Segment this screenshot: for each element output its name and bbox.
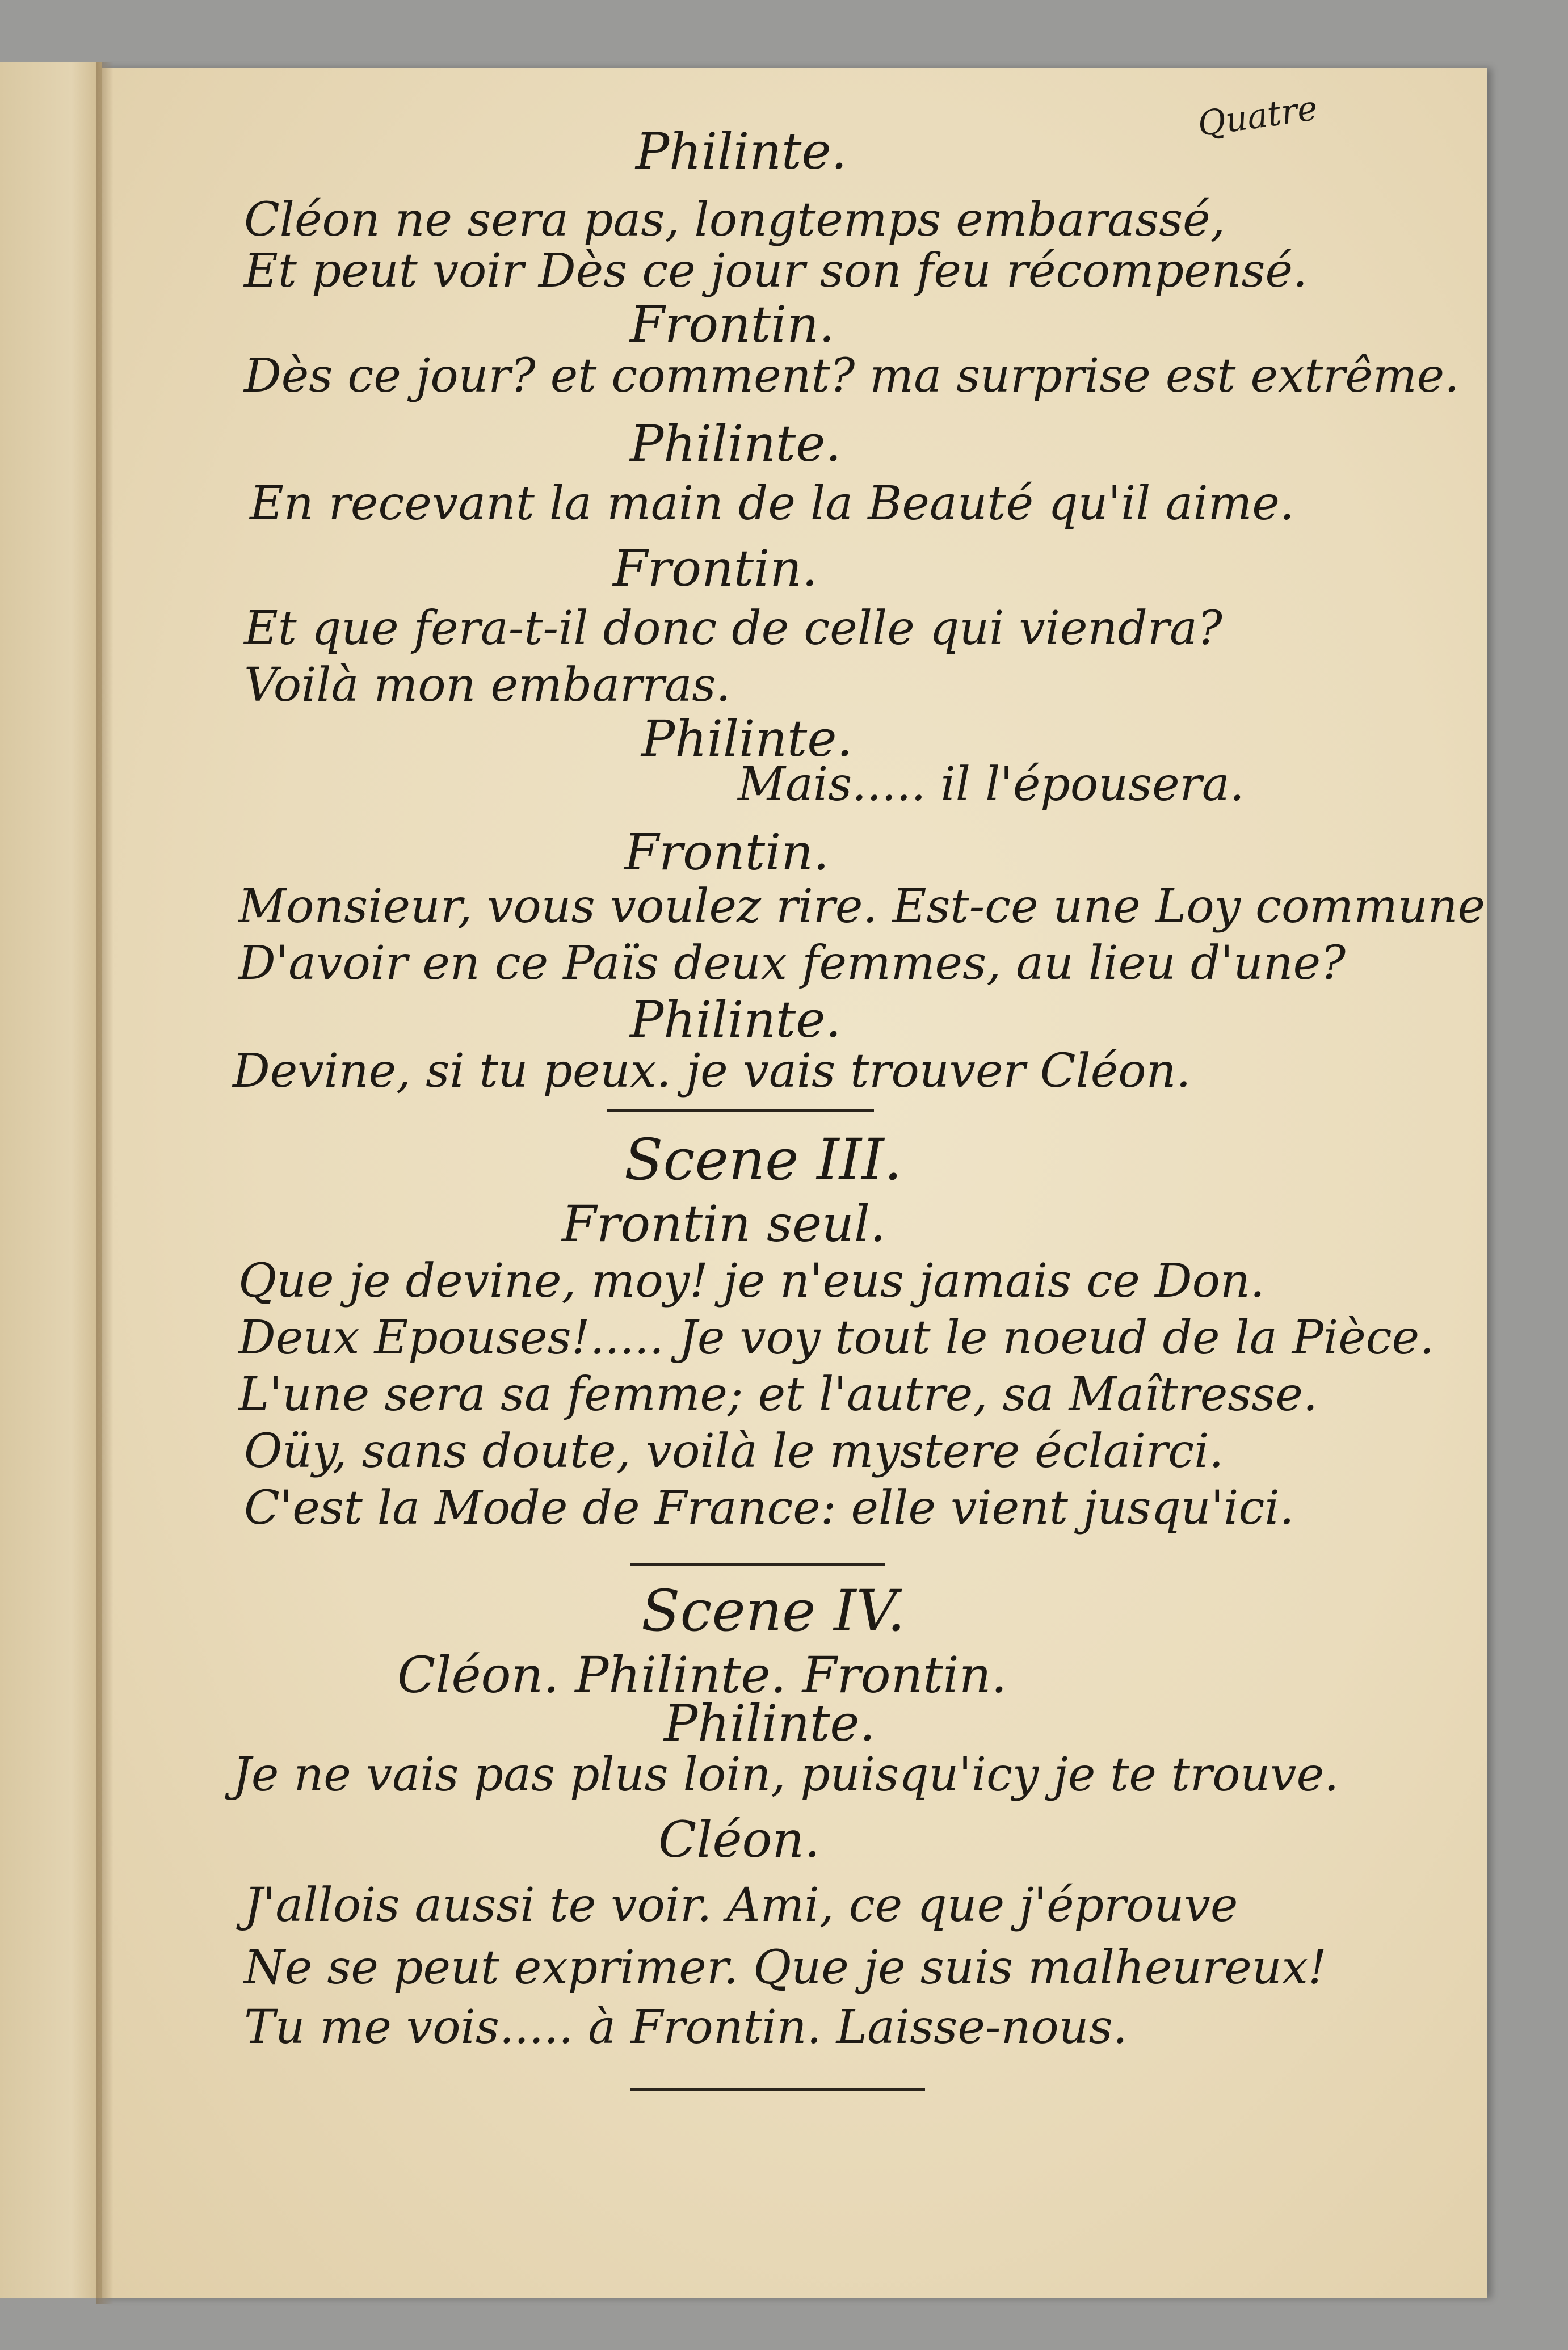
speaker-name: Frontin.: [613, 539, 818, 598]
scene-heading: Scene IV.: [641, 1578, 906, 1644]
verse-line: Devine, si tu peux. je vais trouver Cléon.: [233, 1044, 1191, 1098]
folio-number: Quatre: [1195, 88, 1320, 145]
speaker-name: Frontin.: [630, 295, 835, 354]
speaker-name: Frontin seul.: [562, 1195, 886, 1253]
speaker-name: Philinte.: [630, 414, 842, 473]
verse-line: Je ne vais pas plus loin, puisqu'icy je te trouve.: [233, 1748, 1339, 1802]
verse-line: En recevant la main de la Beauté qu'il aime.: [250, 477, 1294, 531]
verse-line: C'est la Mode de France: elle vient jusqu'ici.: [244, 1481, 1294, 1535]
scene-heading: Scene III.: [624, 1126, 902, 1193]
verse-line: Dès ce jour? et comment? ma surprise est extrême.: [244, 349, 1460, 403]
speaker-name: Frontin.: [624, 823, 829, 881]
verse-line: Tu me vois..... à Frontin. Laisse-nous.: [244, 2000, 1128, 2054]
verse-line: Monsieur, vous voulez rire. Est-ce une Loy commune: [238, 880, 1486, 934]
verse-line: Que je devine, moy! je n'eus jamais ce Don.: [238, 1254, 1265, 1308]
page-gutter: [96, 62, 113, 2304]
speaker-name: Philinte.: [664, 1694, 876, 1752]
verse-line: L'une sera sa femme; et l'autre, sa Maîtresse.: [238, 1368, 1318, 1422]
speaker-name: Philinte.: [630, 990, 842, 1049]
verse-line: Ne se peut exprimer. Que je suis malheureux!: [244, 1941, 1327, 1995]
speaker-name: Philinte.: [641, 709, 853, 768]
speaker-name: Philinte.: [636, 122, 847, 180]
speaker-name: Cléon.: [658, 1810, 821, 1869]
verse-line: Deux Epouses!..... Je voy tout le noeud de la Pièce.: [238, 1311, 1435, 1365]
verse-line: Voilà mon embarras.: [244, 658, 731, 712]
verse-line: Et peut voir Dès ce jour son feu récompensé.: [244, 244, 1308, 298]
speaker-name: Cléon. Philinte. Frontin.: [397, 1646, 1007, 1704]
verse-line: D'avoir en ce Païs deux femmes, au lieu d'une?: [238, 936, 1346, 990]
verse-line: Cléon ne sera pas, longtemps embarassé,: [244, 193, 1225, 247]
section-divider: [607, 1109, 874, 1112]
verse-line: Mais..... il l'épousera.: [738, 758, 1245, 812]
section-divider: [630, 2088, 925, 2091]
verse-line: Oüy, sans doute, voilà le mystere éclairci.: [244, 1424, 1224, 1478]
section-divider: [630, 1563, 885, 1566]
verse-line: J'allois aussi te voir. Ami, ce que j'éprouve: [244, 1878, 1238, 1932]
verse-line: Et que fera-t-il donc de celle qui viendra?: [244, 602, 1222, 655]
left-page-edge: [0, 62, 102, 2298]
